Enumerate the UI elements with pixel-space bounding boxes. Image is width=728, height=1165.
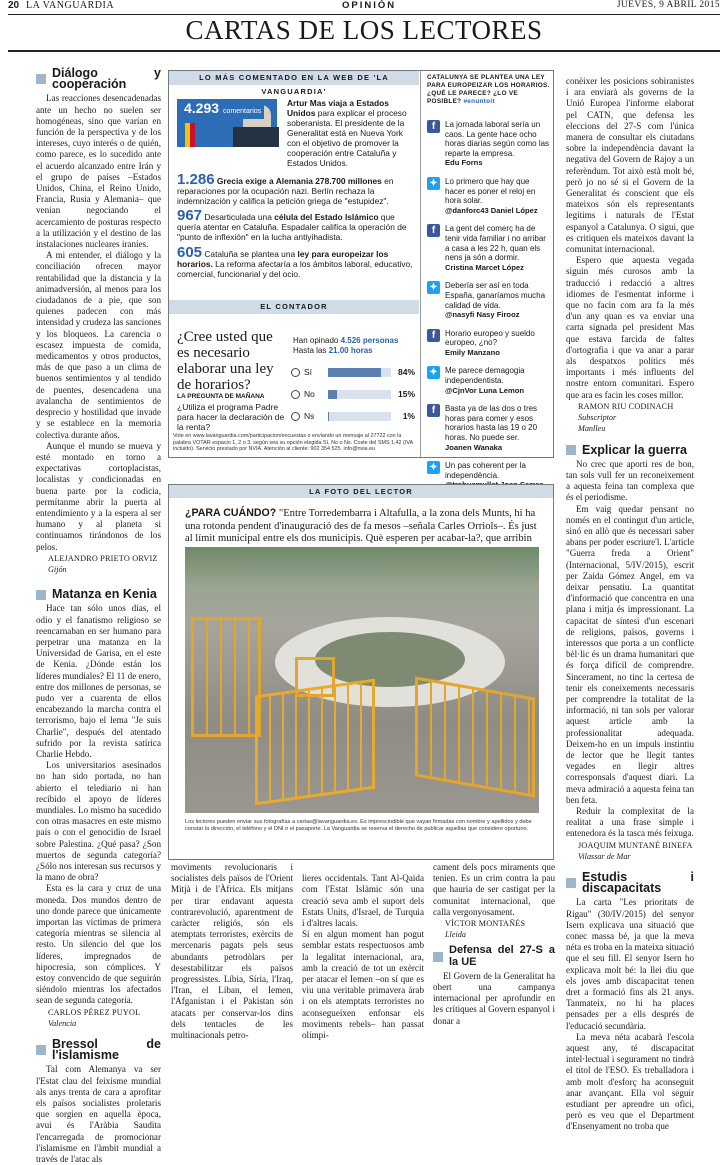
social-post-author: @nasyfi Nasy Firooz [445, 310, 520, 320]
social-post-author: @CjnVor Luna Lemon [445, 385, 524, 395]
letter-paragraph: Em vaig quedar pensant no només en el contingut d'un article, sinó en allò que és necessari saber abans per poder escriure'l. L'article "Guerra freda a Orient" (Internacional, 5/IV/2015), escrit per Zaida Gómez Angel, em va deixar pensatiu. La quantitat d'informació que concentra en una plana i mitja és impressionant. La capacitat de síntesi d'un escenari de religions, països, governs i interessos que porta a un conflicte bèl·lic és un drama humanitari que és força difícil de comprendre. Sincerament, no tinc la certesa de tenir els coneixements necessaris per comprendre la totalitat de la informació, ni tan sols per valorar aquest article amb la professionalitat adequada. Deixem-ho en un impuls instintiu de lector que he llegit tantes vegades en llegir altres corresponsals d'aquest diari. La meva admiració a aquesta feina tan ben feta. [566, 503, 695, 805]
bullet-square-icon [433, 952, 443, 962]
left-column [36, 66, 161, 1165]
letter-heading: Explicar la guerra [566, 445, 694, 456]
letter-paragraph: Tal com Alemanya va ser l'Estat clau del feixisme mundial als anys trenta de cara a aprofitar els països socialistes proletaris que sorgien en aquella època, avui és l'Aràbia Saudita l'encarregada de promocionar l'islamisme en l'àmbit mundial a través de l'atac als [36, 1064, 161, 1165]
photo-caption: ¿PARA CUÁNDO? "Entre Torredembarra i Altafulla, a la zona dels Munts, hi ha una rotonda pendent d'inauguració des de fa mesos –señala Carles Orriols–. És just al límit municipal entre els dos municipis. Què esperen per acabar-la?, que arribin [185, 507, 537, 545]
social-post-body [445, 404, 550, 452]
twitter-icon: ✦ [427, 281, 440, 294]
radio-icon[interactable] [291, 390, 300, 399]
photo-submission-note: Los lectores pueden enviar sus fotografías a cartas@lavanguardia.es. Es imprescindible que vayan firmadas con nombre y apellidos y debe constar la dirección, el teléfono y el DNI o el pasaporte. La Vanguardia se reserva el derecho de publicar aquellas que considere oportuno. [185, 819, 532, 832]
social-post-author: Emily Manzano [445, 347, 500, 357]
letter-paragraph: Aunque el mundo se mueva y esté montado en torno a expectativas cortoplacistas, localistas y condicionadas en buena parte por la codicia, permítanme abrir la puerta al entendimiento y a la espera al ser humano y al planeta si continuamos tirándonos de los pelos. [36, 440, 161, 552]
poll-voters: 4.526 personas [340, 336, 399, 345]
social-post-body [445, 329, 550, 358]
social-post-body [445, 120, 550, 168]
social-list [421, 106, 554, 490]
most-item-headline: célula del Estado Islámico [274, 212, 379, 222]
page-number: 20 [8, 0, 20, 11]
letter-paragraph: Reduir la complexitat de la realitat a una frase simple i entenedora és la tasca més feixuga. [566, 806, 694, 839]
social-post [427, 281, 550, 319]
vote-instructions: Vote en www.lavanguardia.com/participacion/encuestas o enviando un mensaje al 27722 con la palabra VOTAR espacio 1, 2 o 3, según sea su opción elegida Sí, No o Ns. Coste del SMS 1,42 (IVA incluido). Servicio prestado por NVIA. Atención al cliente: 902 354 525. info@nvia.eu [173, 433, 413, 453]
poll-percent: 15% [397, 389, 415, 399]
letter-signature: VÍCTOR MONTAÑÉS [445, 919, 526, 929]
social-header: CATALUNYA SE PLANTEA UNA LEY PARA EUROPEIZAR LOS HORARIOS. ¿QUÉ LE PARECE? ¿LO VE POSIBLE? #enuntoit [427, 74, 550, 105]
letter-paragraph: lieres occidentals. Tant Al-Qaida com l'Estat Islàmic són una creació seva amb el suport dels Estats Units, d'Israel, de Turquia i d'altres lacais. Si en algun moment han pogut semblar estats respectuosos amb la legalitat internacional, ara, amb la creació de tot un exèrcit per atacar el Iemen –on sí que es viu una veritable primavera àrab i on els atemptats terroristes no aconsegueixen enfonsar els moviments rebels– han passat olímpi- [302, 873, 424, 1041]
facebook-icon: f [427, 224, 440, 237]
most-item-headline: Grecia exige a Alemania 278.700 millones [216, 176, 382, 186]
section-name: OPINIÓN [342, 0, 397, 11]
letter-paragraph: La meva néta acabarà l'escola aquest any, té discapacitat intel·lectual i segurament no tindrà el títol de l'ESO. Es treballadora i amb molt d'esforç ha aconseguit anar avançant. Ella vol seguir estudiant per aprendre un ofici, però es veu que el Department d'Ensenyament no troba que [566, 1031, 694, 1132]
fence-image [295, 657, 335, 697]
poll-option-label: Sí [304, 367, 313, 377]
issue-date: JUEVES, 9 ABRIL 2015 [616, 0, 720, 10]
letter-signature: JOAQUIM MUNTANÉ BINEFA [578, 840, 693, 850]
letter-heading: Estudis i discapacitats [566, 872, 694, 894]
poll-bar-fill [328, 390, 337, 399]
poll-result-no [291, 383, 415, 405]
social-post [427, 120, 550, 168]
letter-paragraph: La carta "Les prioritats de Rigau" (30/IV/2015) del senyor Isern explicava una situació que conec massa bé, ja que la meva néta es troba en la mateixa situació que el seu fill. El senyor Isern ho explicava molt bé: la llei diu que els joves amb discapacitat tenen dret a formació fins als 21 anys. Tanmateix, no hi ha places pensades per a ells després de l'educació secundària. [566, 897, 694, 1031]
photo-caption-lead: ¿PARA CUÁNDO? [185, 507, 277, 519]
most-item-2 [177, 171, 415, 206]
most-item-headline: Artur Mas viaja a Estados Unidos [287, 98, 389, 118]
reader-photo [185, 547, 539, 813]
most-commented-header: LO MÁS COMENTADO EN LA WEB DE 'LA VANGUARDIA' [169, 71, 419, 85]
poll-option-label: Ns [304, 411, 315, 421]
letter-paragraph: Esta es la cara y cruz de una moneda. Dos mundos dentro de uno donde parece que únicamente importan las víctimas de primera categoría mientras se silencia al resto. Un silencio del que los líderes, impregnados de hipocresía, son cómplices. Y estoy convencido de que seguirán siéndolo mientras los afectados sean de segunda categoría. [36, 883, 161, 1006]
facebook-icon: f [427, 404, 440, 417]
poll-result-yes [291, 361, 415, 383]
contador-header: EL CONTADOR [169, 300, 419, 314]
letter-location: Vilassar de Mar [578, 851, 631, 861]
most-item-text: en reparaciones por la ocupación nazi. Berlín rechaza la indemnización y califica la petición griega de "estupidez". [177, 176, 394, 206]
letter-location: Manlleu [578, 424, 606, 434]
letter-signature: CARLOS PÉREZ PUYOL [48, 1007, 141, 1017]
social-post [427, 366, 550, 395]
most-item-4: 605 Cataluña se plantea una ley para europeizar los horarios. La reforma afectaría a los ámbitos laboral, educativo, comercial, funcionarial y del ocio. [177, 244, 413, 279]
right-column [566, 76, 695, 1132]
center-bottom-col-1 [171, 862, 293, 1041]
letter-paragraph: conèixer les posicions sobiranistes i ara enviarà als governs de la Unió Europea l'informe elaborat pel CATN, que defensa les eleccions del 27-S com l'única manera de consultar els ciutadans sobre la independència davant la negativa del Govern de Rajoy a un referèndum. Tot això està molt bé, però jo no sé si el Govern de la Generalitat és conscient que els mateixos són els representants legítims i naturals de l'Estat espanyol a Catalunya. O sigui, que es critiquen els mateixos davant la comunitat internacional. [566, 76, 694, 255]
bullet-square-icon [566, 878, 576, 888]
poll-time: 21.00 horas [328, 346, 373, 355]
reader-photo-header: LA FOTO DEL LECTOR [169, 485, 553, 498]
next-question-label: LA PREGUNTA DE MAÑANA [177, 393, 265, 400]
social-post-body [445, 366, 550, 395]
newspaper-name: LA VANGUARDIA [26, 0, 115, 11]
letter-signature: ALEJANDRO PRIETO ORVIZ [48, 553, 158, 563]
social-post-text: La gent del comerç ha de tenir vida familiar i no arribar a casa a les 22 h, quan els nens ja són a dormir. [445, 224, 546, 263]
hashtag: #enuntoit [463, 98, 495, 105]
letter-heading: Bressol de l'islamisme [36, 1039, 161, 1061]
social-post-author: Joanen Wanaka [445, 442, 503, 452]
social-post-text: La jornada laboral sería un caos. La gente hace ocho horas diarias según como las reparte la empresa. [445, 120, 550, 158]
bullet-square-icon [36, 74, 46, 84]
roundabout-center-image [315, 632, 465, 687]
bullet-square-icon [36, 1045, 46, 1055]
social-post [427, 329, 550, 358]
poll-meta: Han opinado 4.526 personas Hasta las 21.00 horas [293, 336, 399, 355]
flag-image [185, 123, 195, 147]
fence-image [415, 676, 535, 797]
comment-count: 967 [177, 207, 203, 224]
poll-bar-fill [328, 368, 381, 377]
twitter-icon: ✦ [427, 177, 440, 190]
title-rule [8, 50, 720, 52]
most-item-3: 967 Desarticulada una célula del Estado Islámico que quería atentar en Cataluña. Espadaler califica la operación de "punto de inflexión" en la lucha antiyihadista. [177, 207, 407, 242]
letter-paragraph: Hace tan sólo unos días, el odio y el fanatismo religioso se reencarnaban en ser humano para perpetrar una matanza en la Universidad de Garisa, en el este de Kenia. ¿Dónde están los líderes mundiales? El 11 de enero, entre dos millones de personas, se pudo ver a cuarenta de ellos encabezando la marcha contra el terrorismo, bajo el lema "Je suis Charlie", después del atentado sufrido por la revista satírica Charlie Hebdo. [36, 603, 161, 759]
letter-location: Gijón [48, 564, 67, 574]
poll-option-label: No [304, 389, 315, 399]
letter-paragraph: Las reacciones desencadenadas ante un hecho no suelen ser homogéneas, sino que varían en función de la perspectiva y de los intereses, cuyo interés o de quién, como parece, es lo sucedido ante el acuerdo alcanzado entre Irán y el grupo de países –Estados Unidos, China, el Reino Unido, Francia, Rusia y Alemania– que venían negociando el acercamiento de posturas respecto a la utilización y el destino de las instalaciones nucleares iraníes. [36, 93, 161, 250]
letter-paragraph: Espero que aquesta vegada siguin més curosos amb la traducció i redacció a altres idiomes de l'esmentat informe i que no facin com ara fa la més d'un any quan es va enviar una carta signada pel president Mas que estava farcida de faltes d'ortografia i que va anar a parar als despatxos polítics més importants i més influents del nostre entorn comunitari. Espero que ara es facin les coses millor. [566, 255, 694, 400]
most-item-text: para explicar el proceso soberanista. El presidente de la Generalitat está en Nueva York con el objetivo de promover la cooperación entre Cataluña y Estados Unidos. [287, 108, 407, 168]
social-post-text: Basta ya de las dos o tres horas para comer y esos horarios hasta las 19 o 20 horas. No puede ser. [445, 404, 538, 443]
poll-percent: 84% [397, 367, 415, 377]
fence-image [255, 679, 375, 806]
poll-result-ns [291, 405, 415, 427]
social-post-author: Cristina Marcet López [445, 262, 524, 272]
social-post-body [445, 177, 550, 215]
social-post-text: Horario europeo y sueldo europeo, ¿no? [445, 328, 535, 348]
most-item-headline: ley para europeizar los horarios. [177, 249, 389, 269]
page-title: CARTAS DE LOS LECTORES [185, 15, 543, 45]
letter-heading: Matanza en Kenia [36, 589, 161, 600]
most-item-1 [287, 98, 415, 168]
letter-location: Lleida [445, 930, 466, 940]
poll-question: ¿Cree usted que es necesario elaborar una ley de horarios? [177, 329, 274, 393]
letter-signature: RAMON RIU CODINACH [578, 401, 674, 411]
radio-icon[interactable] [291, 368, 300, 377]
social-post-text: Un pas coherent per la independència. [445, 461, 526, 480]
letter-paragraph: Los universitarios asesinados no han sido portada, no han abierto el telediario ni han recibido el apoyo de líderes mundiales. Lo mismo ha sucedido con otras masacres en este mismo país o con el genocidio de Israel sobre Palestina. ¿Qué pasa? ¿Son muertos de segunda categoría? ¿Sólo nos interesan sus recursos y la mano de obra? [36, 760, 161, 883]
twitter-icon: ✦ [427, 461, 440, 474]
center-bottom-col-3 [433, 862, 555, 1026]
social-post [427, 177, 550, 215]
reader-photo-box [168, 484, 554, 860]
letter-paragraph: cament dels pocs miraments que tenien. Es un crim contra la pau que hauria de ser castigat per la comunitat internacional, que calla vergonyosament. [433, 862, 555, 917]
bullet-square-icon [36, 590, 46, 600]
comments-badge [181, 99, 264, 119]
letter-location: Valencia [48, 1018, 77, 1028]
person-suit-image [233, 127, 279, 147]
social-post-author: Edu Forns [445, 158, 483, 168]
social-post-text: Me parece demagogia independentista. [445, 366, 525, 386]
poll-bar-fill [328, 412, 329, 421]
facebook-icon: f [427, 120, 440, 133]
twitter-icon: ✦ [427, 366, 440, 379]
letter-paragraph: El Govern de la Generalitat ha obert una campanya internacional per aprofundir en les crítiques al Govern espanyol i donar a [433, 970, 555, 1026]
letter-role: Subscriptor [578, 413, 617, 423]
fence-image [191, 617, 261, 737]
comment-count: 1.286 [177, 171, 215, 188]
letter-heading: Defensa del 27-S a la UE [433, 945, 555, 967]
radio-icon[interactable] [291, 412, 300, 421]
social-column [420, 71, 554, 480]
bullet-square-icon [566, 445, 576, 455]
poll-bar [328, 390, 391, 399]
facebook-icon: f [427, 329, 440, 342]
poll-bar [328, 368, 391, 377]
letter-paragraph: moviments revolucionaris i socialistes dels països de l'Orient Mitjà i de l'Àfrica. Els mitjans per tirar endavant aquesta contrarevolució, aparentment de caràcter religiós, són els atemptats terroristes, exèrcits de mercenaris pagats pels seus abundants petrodòlars per desestabilitzar els països progressistes. Líbia, Síria, l'Iraq, l'Iran, el Líban, el Iemen, l'Afganistan i el Pakistan són atacats per conservar-los dins dels tentacles de les multinacionals petro- [171, 862, 293, 1041]
page-header [8, 0, 720, 14]
next-question: ¿Utiliza el programa Padre para hacer la declaración de la renta? [177, 402, 285, 432]
comment-count: 605 [177, 244, 203, 261]
social-post-text: Debería ser así en toda España, ganaríamos mucha calidad de vida. [445, 281, 546, 310]
web-feature-box [168, 70, 554, 480]
social-post-body [445, 224, 550, 272]
comments-count: 4.293 [184, 100, 220, 116]
center-bottom-col-2 [302, 862, 424, 1041]
poll-percent: 1% [402, 411, 415, 421]
letter-heading: Diálogo y cooperación [36, 68, 161, 90]
trees-image [185, 547, 539, 587]
social-post [427, 224, 550, 272]
letter-paragraph: No crec que aporti res de bon, tan sols vull fer un reconeixement a aquesta feina tan complexa que és el periodisme. [566, 458, 694, 503]
social-post [427, 404, 550, 452]
social-post-body [445, 281, 550, 319]
letter-paragraph: A mi entender, el diálogo y la conciliación ofrecen mayor rentabilidad que la distancia y la animadversión, al menos para los ciudadanos de a pie, que son quienes padecen con más intensidad y crudeza las sanciones y los bloqueos. La carencia o escasez impuesta de comida, medicamentos y otros productos, más de que paso a un clima de buenos sentimientos y al tendido de puentes, desencadena una avalancha de sentimientos de desprecio y hostilidad que invade y se establece en la memoria colectiva durante años. [36, 250, 161, 440]
comments-label: comentarios [223, 108, 262, 115]
poll-results [291, 361, 415, 427]
social-post-author: @danforc43 Daniel López [445, 205, 538, 215]
poll-bar [328, 412, 391, 421]
social-post-text: Lo primero que hay que hacer es poner el reloj en hora solar. [445, 176, 536, 206]
